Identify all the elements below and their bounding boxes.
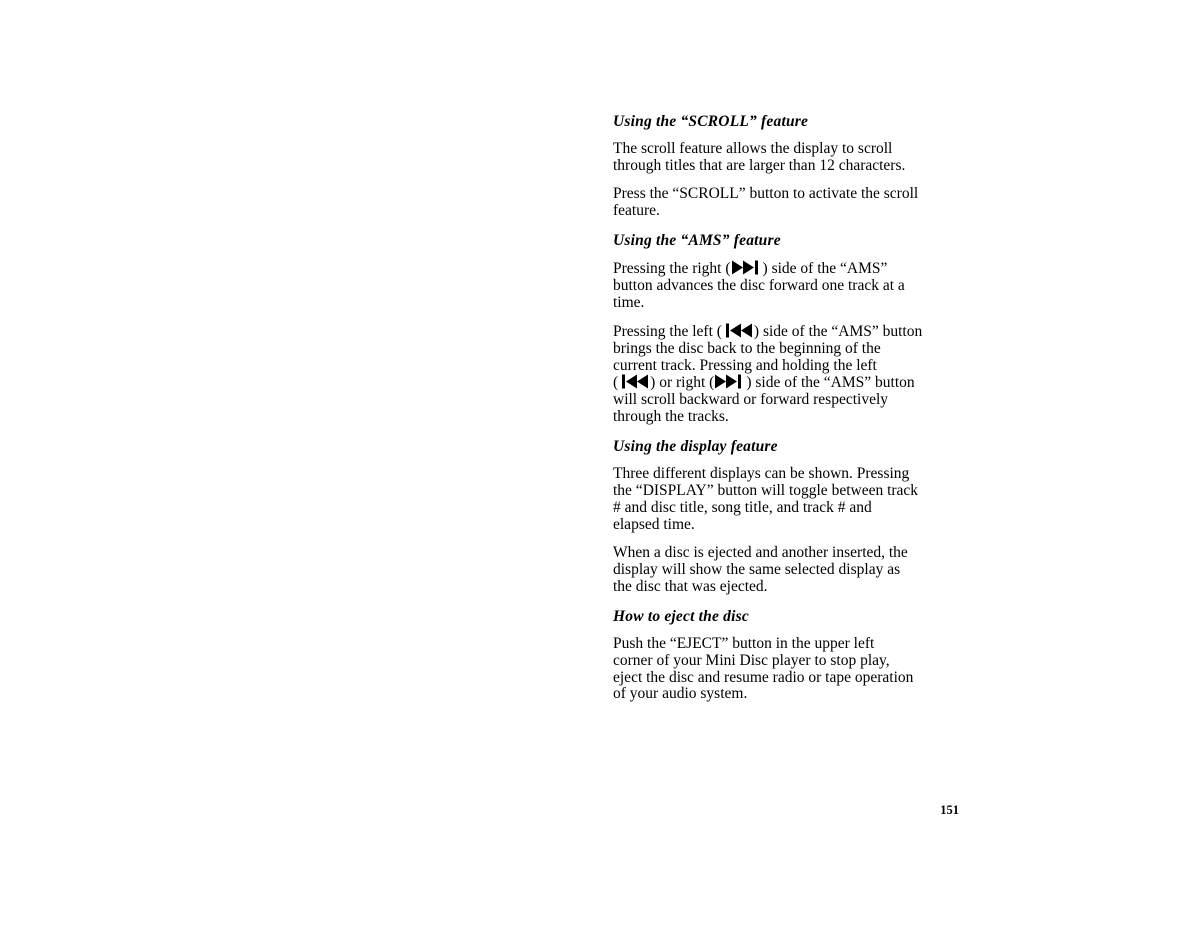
display-feature-paragraph-2: When a disc is ejected and another inserted, the display will show the same selected display as the disc that was ejected. xyxy=(613,544,908,595)
scroll-feature-paragraph-2: Press the “SCROLL” button to activate the scroll feature. xyxy=(613,185,919,219)
skip-forward-icon xyxy=(731,260,763,275)
display-feature-paragraph-1: Three different displays can be shown. Pressing the “DISPLAY” button will toggle between track # and disc title, song title, and track # and elapsed time. xyxy=(613,465,919,533)
eject-disc-paragraph: Push the “EJECT” button in the upper left corner of your Mini Disc player to stop play, eject the disc and resume radio or tape operation of your audio system. xyxy=(613,634,914,703)
ams-feature-paragraph-2: Pressing the left ( ) side of the “AMS” button brings the disc back to the beginning of the current track. Pressing and holding the left ( ) or right ( ) side of the “AMS” button will scroll backward or forward respectively through the tracks. xyxy=(613,323,923,426)
page-number: 151 xyxy=(940,803,959,817)
ams-feature-heading: Using the “AMS” feature xyxy=(613,232,781,250)
display-feature-heading: Using the display feature xyxy=(613,438,778,456)
scroll-feature-paragraph-1: The scroll feature allows the display to scroll through titles that are larger than 12 characters. xyxy=(613,140,906,174)
skip-backward-icon xyxy=(618,374,650,389)
eject-disc-heading: How to eject the disc xyxy=(613,607,749,625)
skip-forward-icon xyxy=(714,374,746,389)
manual-text-column xyxy=(613,112,963,715)
scroll-feature-heading: Using the “SCROLL” feature xyxy=(613,113,809,130)
ams-feature-paragraph-1: Pressing the right ( ) side of the “AMS” button advances the disc forward one track at a time. xyxy=(613,260,905,311)
skip-backward-icon xyxy=(722,323,754,338)
